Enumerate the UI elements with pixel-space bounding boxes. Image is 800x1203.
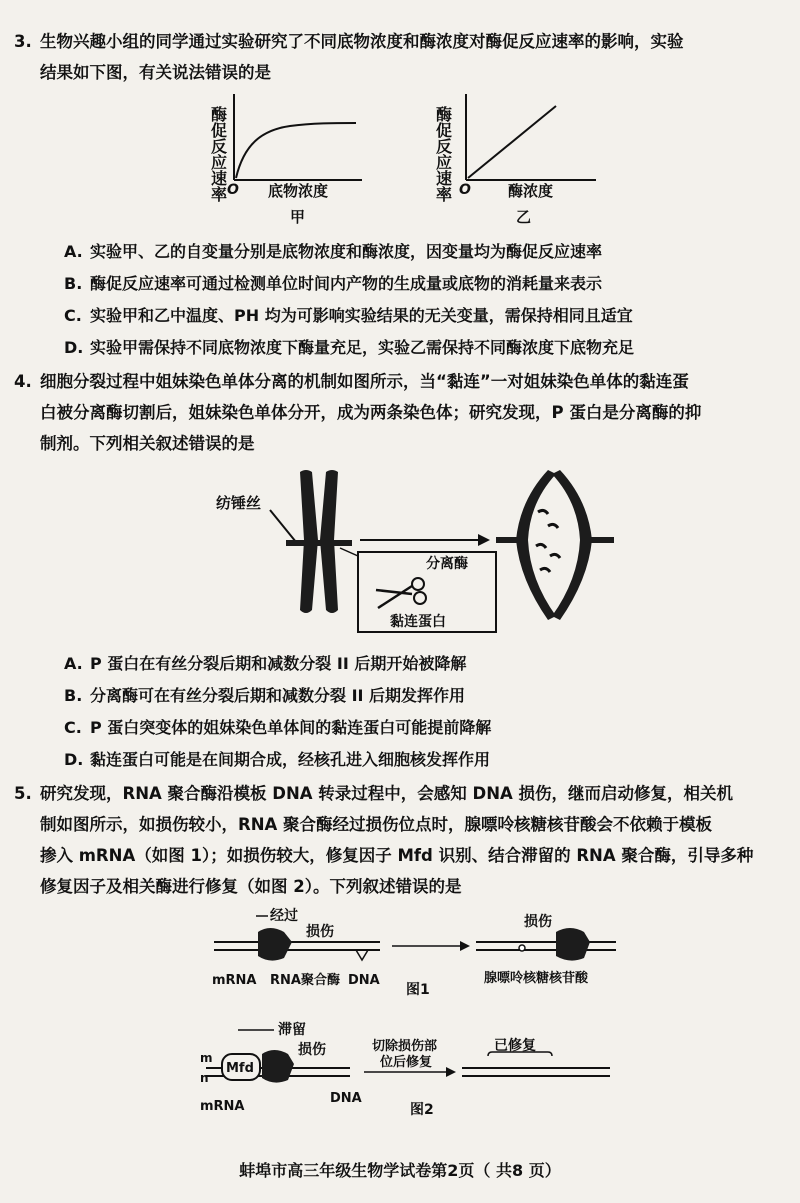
fig2-mrna-label: mRNA bbox=[200, 1099, 245, 1114]
option-label: C. bbox=[64, 718, 82, 737]
option-label: C. bbox=[64, 306, 82, 325]
scissors-icon bbox=[376, 578, 426, 608]
graph-jia-xlabel: 底物浓度 bbox=[268, 182, 329, 200]
q4-option-b[interactable] bbox=[64, 684, 465, 708]
option-text: 实验甲、乙的自变量分别是底物浓度和酶浓度，因变量均为酶促反应速率 bbox=[90, 242, 603, 261]
fig1-caption: 图1 bbox=[406, 982, 430, 998]
fig2-damage-label: 损伤 bbox=[298, 1042, 326, 1058]
fig2-caption: 图2 bbox=[410, 1102, 434, 1118]
q3-number: 3. bbox=[14, 32, 32, 51]
fig2-stall-label: 滞留 bbox=[278, 1022, 306, 1038]
fig2-arrow-label-2: 位后修复 bbox=[380, 1055, 433, 1070]
fig1-pass-label: 经过 bbox=[270, 908, 298, 924]
q3-stem-line2: 结果如下图，有关说法错误的是 bbox=[40, 63, 271, 82]
q3-stem-line1: 生物兴趣小组的同学通过实验研究了不同底物浓度和酶浓度对酶促反应速率的影响，实验 bbox=[40, 32, 684, 51]
enzyme-label: 分离酶 bbox=[426, 556, 468, 572]
q5-number: 5. bbox=[14, 784, 32, 803]
graph-yi-line bbox=[468, 106, 556, 178]
option-text: P 蛋白在有丝分裂后期和减数分裂 II 后期开始被降解 bbox=[90, 654, 467, 673]
graph-yi-caption: 乙 bbox=[516, 208, 532, 226]
q3-option-d[interactable] bbox=[64, 336, 634, 360]
page-footer: 蚌埠市高三年级生物学试卷第2页（ 共8 页） bbox=[239, 1161, 561, 1180]
q3-stem bbox=[14, 26, 786, 88]
arrow-head bbox=[478, 534, 490, 546]
graph-yi-origin: O bbox=[459, 182, 471, 198]
q4-option-c[interactable] bbox=[64, 716, 491, 740]
q3-graphs bbox=[0, 88, 800, 238]
option-text: 分离酶可在有丝分裂后期和减数分裂 II 后期发挥作用 bbox=[90, 686, 466, 705]
fig1-after bbox=[476, 913, 616, 986]
fig1-damage-label: 损伤 bbox=[306, 924, 334, 940]
fig2-arrow-label-1: 切除损伤部 bbox=[372, 1039, 438, 1054]
fig2-dna-label: DNA bbox=[330, 1091, 362, 1106]
option-text: 酶促反应速率可通过检测单位时间内产物的生成量或底物的消耗量来表示 bbox=[90, 274, 603, 293]
fig2-before bbox=[200, 1021, 362, 1114]
option-label: A. bbox=[64, 654, 83, 673]
graph-yi bbox=[434, 94, 597, 226]
option-label: D. bbox=[64, 338, 84, 357]
q4-stem-line1: 细胞分裂过程中姐妹染色单体分离的机制如图所示，当“黏连”一对姐妹染色单体的黏连蛋 bbox=[40, 372, 689, 391]
chromosome-before bbox=[286, 470, 352, 613]
q4-stem-line2: 白被分离酶切割后，姐妹染色单体分开，成为两条染色体；研究发现，P 蛋白是分离酶的抑 bbox=[40, 403, 702, 422]
option-label: B. bbox=[64, 686, 83, 705]
spindle-pointer bbox=[270, 510, 296, 542]
fig1-amp-label: 腺嘌呤核糖核苷酸 bbox=[484, 971, 589, 986]
q4-option-d[interactable] bbox=[64, 748, 490, 772]
graph-jia-caption: 甲 bbox=[290, 208, 306, 226]
fig1-rnap-label: RNA聚合酶 bbox=[270, 973, 340, 988]
q4-figure bbox=[0, 460, 800, 645]
q4-number: 4. bbox=[14, 372, 32, 391]
fig1-dna-label: DNA bbox=[348, 973, 380, 988]
option-label: B. bbox=[64, 274, 83, 293]
option-label: A. bbox=[64, 242, 83, 261]
q3-option-c[interactable] bbox=[64, 304, 633, 328]
fig2-repaired-label: 已修复 bbox=[494, 1038, 536, 1054]
fig2-mfd-label: Mfd bbox=[226, 1061, 254, 1076]
q5-stem-line3: 掺入 mRNA（如图 1）；如损伤较大，修复因子 Mfd 识别、结合滞留的 RNA 聚合酶，引导多种 bbox=[40, 846, 754, 865]
q5-stem-line4: 修复因子及相关酶进行修复（如图 2）。下列叙述错误的是 bbox=[40, 877, 462, 896]
option-text: P 蛋白突变体的姐妹染色单体间的黏连蛋白可能提前降解 bbox=[90, 718, 492, 737]
q5-stem bbox=[14, 778, 786, 902]
option-text: 黏连蛋白可能是在间期合成，经核孔进入细胞核发挥作用 bbox=[90, 750, 491, 769]
cohesin-label: 黏连蛋白 bbox=[390, 614, 446, 630]
graph-jia-curve bbox=[236, 123, 356, 178]
fig1-mrna-label: mRNA bbox=[212, 973, 257, 988]
graph-yi-ylabel: 酶促反应速率 bbox=[433, 106, 453, 202]
fig1-arrow-head bbox=[460, 941, 470, 951]
graph-jia bbox=[209, 94, 363, 226]
fig2-arrow-head bbox=[446, 1067, 456, 1077]
q3-option-a[interactable] bbox=[64, 240, 602, 264]
fig2-n-label: n bbox=[200, 1071, 209, 1085]
option-text: 实验甲和乙中温度、PH 均为可影响实验结果的无关变量，需保持相同且适宜 bbox=[90, 306, 633, 325]
graph-jia-origin: O bbox=[227, 182, 239, 198]
option-label: D. bbox=[64, 750, 84, 769]
q4-stem bbox=[14, 366, 786, 459]
chromosome-after bbox=[496, 470, 614, 620]
q5-stem-line2: 制如图所示，如损伤较小，RNA 聚合酶经过损伤位点时，腺嘌呤核糖核苷酸会不依赖于模板 bbox=[40, 815, 713, 834]
q4-option-a[interactable] bbox=[64, 652, 466, 676]
q5-figures bbox=[0, 904, 800, 1130]
spindle-label: 纺锤丝 bbox=[216, 494, 262, 512]
graph-jia-ylabel-1: 酶促反应速率 bbox=[208, 106, 228, 202]
fig2-after bbox=[462, 1037, 610, 1076]
graph-yi-xlabel: 酶浓度 bbox=[508, 182, 554, 200]
fig1-damage-label-2: 损伤 bbox=[524, 914, 552, 930]
option-text: 实验甲需保持不同底物浓度下酶量充足，实验乙需保持不同酶浓度下底物充足 bbox=[90, 338, 635, 357]
q3-option-b[interactable] bbox=[64, 272, 602, 296]
fig1-before bbox=[212, 907, 380, 988]
q4-stem-line3: 制剂。下列相关叙述错误的是 bbox=[40, 434, 255, 453]
q5-stem-line1: 研究发现，RNA 聚合酶沿模板 DNA 转录过程中，会感知 DNA 损伤，继而启动修复，相关机 bbox=[40, 784, 734, 803]
fig2-m-label: m bbox=[200, 1051, 213, 1065]
